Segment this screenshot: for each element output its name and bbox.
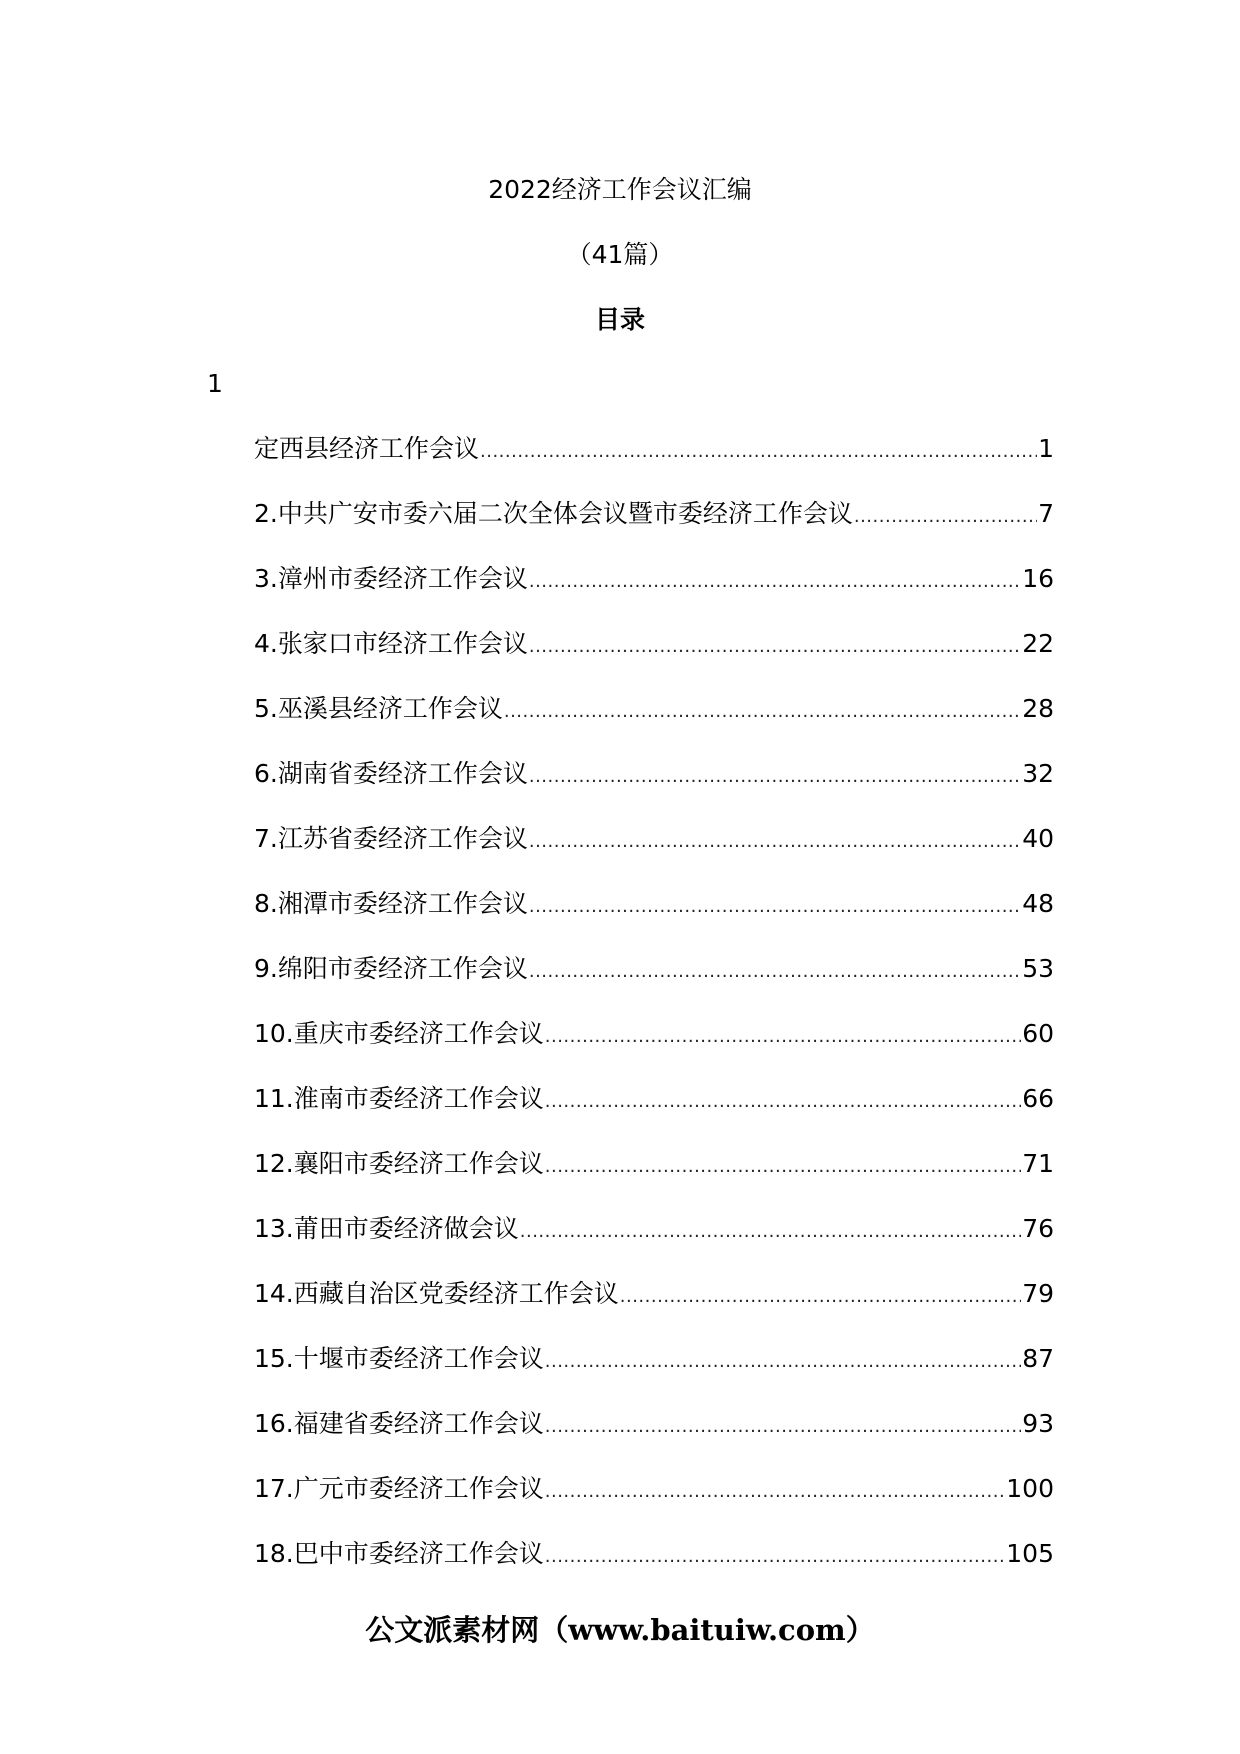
toc-entry[interactable] bbox=[254, 884, 1054, 949]
toc-dot-leader bbox=[545, 1407, 1021, 1447]
toc-entry-page-number: 93 bbox=[1022, 1409, 1054, 1438]
toc-dot-leader bbox=[545, 1147, 1021, 1187]
toc-entry-page-number: 87 bbox=[1022, 1344, 1054, 1373]
toc-entry-page-number: 105 bbox=[1006, 1539, 1054, 1568]
toc-dot-leader bbox=[545, 1082, 1021, 1122]
toc-dot-leader bbox=[529, 757, 1021, 797]
toc-entry-label: 14.西藏自治区党委经济工作会议 bbox=[254, 1279, 619, 1308]
toc-entry[interactable] bbox=[254, 1014, 1054, 1079]
toc-entry-label: 5.巫溪县经济工作会议 bbox=[254, 694, 503, 723]
toc-entry[interactable] bbox=[254, 494, 1054, 559]
toc-dot-leader bbox=[529, 562, 1021, 602]
toc-dot-leader bbox=[854, 497, 1037, 537]
toc-dot-leader bbox=[620, 1277, 1021, 1317]
toc-entry-label: 11.淮南市委经济工作会议 bbox=[254, 1084, 544, 1113]
toc-entry-page-number: 79 bbox=[1022, 1279, 1054, 1308]
toc-entry-page-number: 32 bbox=[1022, 759, 1054, 788]
toc-entry-page-number: 40 bbox=[1022, 824, 1054, 853]
toc-entry-page-number: 22 bbox=[1022, 629, 1054, 658]
toc-dot-leader bbox=[529, 822, 1021, 862]
toc-dot-leader bbox=[529, 887, 1021, 927]
toc-entry[interactable] bbox=[254, 1274, 1054, 1339]
toc-entry-page-number: 16 bbox=[1022, 564, 1054, 593]
toc-dot-leader bbox=[504, 692, 1021, 732]
toc-entry-page-number: 28 bbox=[1022, 694, 1054, 723]
toc-entry[interactable] bbox=[254, 1144, 1054, 1209]
footer-watermark: 公文派素材网（www.baituiw.com） bbox=[365, 1613, 875, 1647]
toc-dot-leader bbox=[545, 1472, 1006, 1512]
section-number: 1 bbox=[207, 369, 223, 398]
toc-entry[interactable] bbox=[254, 1534, 1054, 1599]
toc-entry[interactable] bbox=[254, 1469, 1054, 1534]
toc-entry[interactable] bbox=[254, 689, 1054, 754]
toc-dot-leader bbox=[520, 1212, 1021, 1252]
toc-entry-label: 3.漳州市委经济工作会议 bbox=[254, 564, 528, 593]
toc-entry-label: 10.重庆市委经济工作会议 bbox=[254, 1019, 544, 1048]
toc-entry-page-number: 7 bbox=[1038, 499, 1054, 528]
toc-entry-label: 16.福建省委经济工作会议 bbox=[254, 1409, 544, 1438]
toc-dot-leader bbox=[480, 432, 1037, 472]
table-of-contents bbox=[254, 429, 1054, 1599]
toc-entry[interactable] bbox=[254, 429, 1054, 494]
toc-entry[interactable] bbox=[254, 1404, 1054, 1469]
toc-entry-label: 9.绵阳市委经济工作会议 bbox=[254, 954, 528, 983]
document-title: 2022经济工作会议汇编 bbox=[488, 175, 752, 204]
toc-entry-label: 13.莆田市委经济做会议 bbox=[254, 1214, 519, 1243]
toc-entry-page-number: 1 bbox=[1038, 434, 1054, 463]
toc-entry-page-number: 71 bbox=[1022, 1149, 1054, 1178]
toc-entry[interactable] bbox=[254, 559, 1054, 624]
toc-entry-page-number: 66 bbox=[1022, 1084, 1054, 1113]
toc-entry[interactable] bbox=[254, 1339, 1054, 1404]
toc-dot-leader bbox=[529, 952, 1021, 992]
toc-entry-label: 12.襄阳市委经济工作会议 bbox=[254, 1149, 544, 1178]
toc-dot-leader bbox=[529, 627, 1021, 667]
toc-entry[interactable] bbox=[254, 819, 1054, 884]
toc-entry-label: 6.湖南省委经济工作会议 bbox=[254, 759, 528, 788]
toc-heading: 目录 bbox=[594, 305, 645, 334]
toc-entry-label: 8.湘潭市委经济工作会议 bbox=[254, 889, 528, 918]
toc-entry-page-number: 48 bbox=[1022, 889, 1054, 918]
toc-entry-label: 定西县经济工作会议 bbox=[254, 434, 480, 463]
toc-entry-page-number: 53 bbox=[1022, 954, 1054, 983]
toc-entry-label: 18.巴中市委经济工作会议 bbox=[254, 1539, 544, 1568]
toc-dot-leader bbox=[545, 1537, 1006, 1577]
toc-entry[interactable] bbox=[254, 754, 1054, 819]
toc-entry[interactable] bbox=[254, 949, 1054, 1014]
toc-entry-label: 7.江苏省委经济工作会议 bbox=[254, 824, 528, 853]
document-count: （41篇） bbox=[566, 240, 674, 269]
toc-entry-page-number: 60 bbox=[1022, 1019, 1054, 1048]
toc-dot-leader bbox=[545, 1017, 1021, 1057]
toc-entry-label: 4.张家口市经济工作会议 bbox=[254, 629, 528, 658]
toc-entry[interactable] bbox=[254, 1209, 1054, 1274]
toc-entry[interactable] bbox=[254, 1079, 1054, 1144]
toc-entry-label: 17.广元市委经济工作会议 bbox=[254, 1474, 544, 1503]
toc-entry-label: 15.十堰市委经济工作会议 bbox=[254, 1344, 544, 1373]
toc-entry[interactable] bbox=[254, 624, 1054, 689]
toc-entry-page-number: 100 bbox=[1006, 1474, 1054, 1503]
toc-dot-leader bbox=[545, 1342, 1021, 1382]
toc-entry-label: 2.中共广安市委六届二次全体会议暨市委经济工作会议 bbox=[254, 499, 853, 528]
toc-entry-page-number: 76 bbox=[1022, 1214, 1054, 1243]
